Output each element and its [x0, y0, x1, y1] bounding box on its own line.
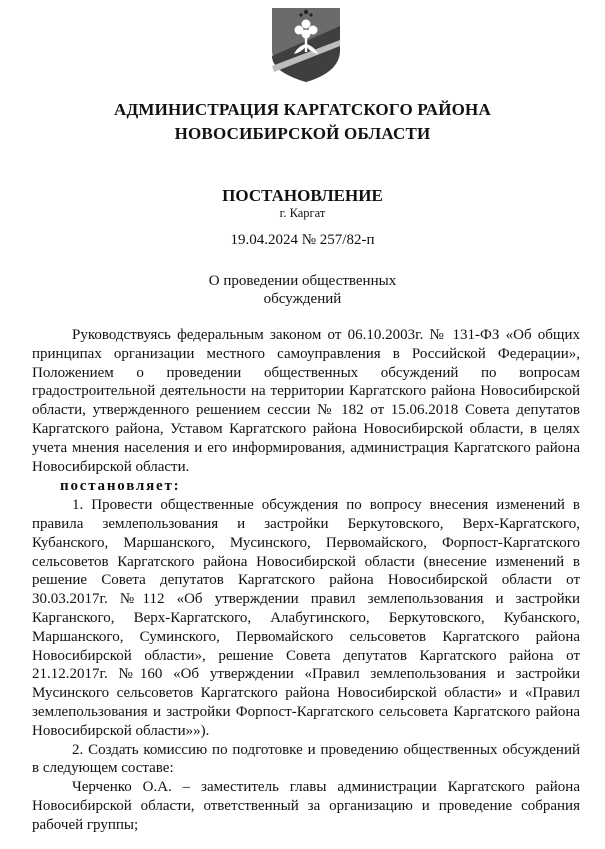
organization-name-line2: НОВОСИБИРСКОЙ ОБЛАСТИ [174, 124, 431, 143]
subject-line1: О проведении общественных [208, 273, 397, 289]
document-body [32, 326, 580, 835]
subject-line2: обсуждений [263, 291, 342, 307]
coat-of-arms-emblem [270, 6, 342, 84]
decree-word: постановляет: [60, 478, 181, 495]
item-1-paragraph: 1. Провести общественные обсуждения по вопросу внесения изменений в правила землепользования и застройки Беркутовского, Верх-Каргатского, Кубанского, Маршанского, Мусинского, Первомайского, Форпост-Каргатского сельсоветов Каргатского района Новосибирской области (внесение изменений в решение Совета депутатов Каргатского района Новосибирской области от 30.03.2017г. №112 «Об утверждении правил землепользования и застройки Карганского, Верх-Каргатского, Алабугинского, Беркутовского, Кубанского, Маршанского, Суминского, Первомайского сельсоветов Каргатского района Новосибирской области», решение Совета депутатов Каргатского района от 21.12.2017г. №160 «Об утверждении «Правил землепользования и застройки Мусинского сельсоветов Каргатского района Новосибирской области» и «Правил землепользования и застройки Форпост-Каргатского сельсовета Каргатского района Новосибирской области»»). [32, 497, 580, 739]
item-2-paragraph: 2. Создать комиссию по подготовке и проведению общественных обсуждений в следующем составе: [32, 741, 580, 777]
document-place: г. Каргат [279, 206, 326, 220]
preamble-paragraph: Руководствуясь федеральным законом от 06.10.2003г. № 131-ФЗ «Об общих принципах организации местного самоуправления в Российской Федерации», Положением о проведении общественных обсуждений по вопросам градостроительной деятельности на территории Каргатского района Новосибирской области, утвержденного решением сессии № 182 от 15.06.2018 Совета депутатов Каргатского района, Уставом Каргатского района Новосибирской области, в целях учета мнения населения и его информирования, администрация Каргатского района Новосибирской области. [32, 327, 580, 475]
organization-name-line1: АДМИНИСТРАЦИЯ КАРГАТСКОГО РАЙОНА [114, 100, 491, 119]
document-subject [0, 272, 605, 308]
document-type: ПОСТАНОВЛЕНИЕ [222, 186, 383, 205]
document-date-number: 19.04.2024 № 257/82-п [230, 232, 375, 248]
commission-member-paragraph: Черченко О.А. – заместитель главы администрации Каргатского района Новосибирской области, ответственный за организацию и проведение собрания рабочей группы; [32, 779, 580, 833]
